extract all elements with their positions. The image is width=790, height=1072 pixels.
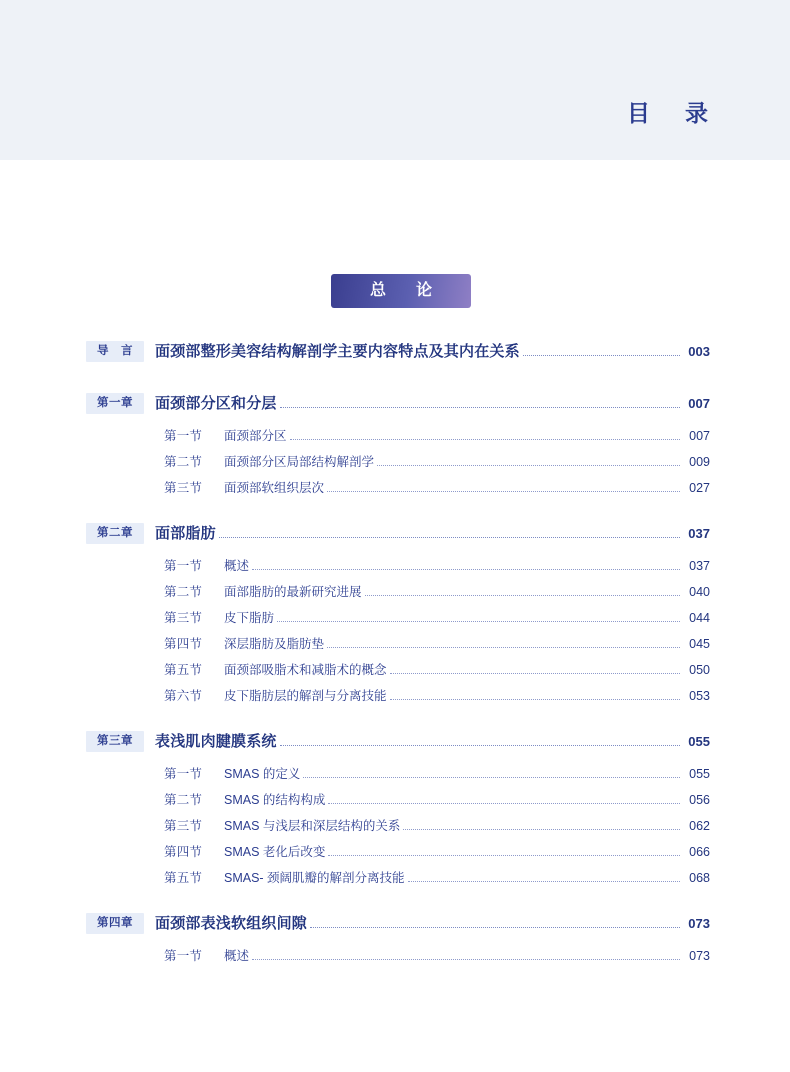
section-title: SMAS 的结构构成: [224, 793, 326, 807]
section-title: SMAS 与浅层和深层结构的关系: [224, 819, 401, 833]
section-page-number: 073: [689, 949, 710, 963]
toc-chapter-row[interactable]: [0, 392, 790, 426]
section-page-number: 037: [689, 559, 710, 573]
section-title: 面颈部分区局部结构解剖学: [224, 455, 375, 469]
section-title: SMAS 的定义: [224, 767, 301, 781]
chapter-title: 面部脂肪: [155, 525, 216, 542]
chapter-tag: 第一章: [86, 393, 144, 414]
section-page-number: 040: [689, 585, 710, 599]
chapter-title: 表浅肌肉腱膜系统: [155, 733, 277, 750]
chapter-title: 面颈部表浅软组织间隙: [155, 915, 308, 932]
toc-section-row[interactable]: [0, 608, 790, 634]
toc-section-row[interactable]: [0, 764, 790, 790]
header-band: [0, 0, 790, 160]
toc-section-row[interactable]: [0, 452, 790, 478]
leader-dots: [280, 406, 680, 408]
section-title: 面颈部吸脂术和减脂术的概念: [224, 663, 387, 677]
section-title: 概述: [224, 559, 250, 573]
chapter-tag: 第三章: [86, 731, 144, 752]
section-page-number: 044: [689, 611, 710, 625]
leader-dots: [290, 438, 680, 440]
section-title: 皮下脂肪: [224, 611, 275, 625]
toc-section-row[interactable]: [0, 426, 790, 452]
section-title: 概述: [224, 949, 250, 963]
section-label: 第二节: [164, 793, 203, 807]
toc-section-row[interactable]: [0, 582, 790, 608]
toc-group: [0, 514, 790, 712]
leader-dots: [310, 926, 680, 928]
section-title: 面颈部分区: [224, 429, 287, 443]
toc-chapter-row[interactable]: [0, 340, 790, 374]
leader-dots: [219, 536, 680, 538]
section-page-number: 055: [689, 767, 710, 781]
chapter-title: 面颈部整形美容结构解剖学主要内容特点及其内在关系: [155, 343, 520, 360]
section-label: 第三节: [164, 819, 203, 833]
section-label: 第二节: [164, 455, 203, 469]
section-label: 第四节: [164, 637, 203, 651]
section-page-number: 062: [689, 819, 710, 833]
spacer: [0, 904, 790, 912]
section-title: 面颈部软组织层次: [224, 481, 325, 495]
section-page-number: 053: [689, 689, 710, 703]
leader-dots: [328, 854, 680, 856]
section-page-number: 045: [689, 637, 710, 651]
leader-dots: [328, 802, 680, 804]
leader-dots: [303, 776, 680, 778]
chapter-page-number: 007: [688, 396, 710, 411]
chapter-page-number: 073: [688, 916, 710, 931]
toc-section-row[interactable]: [0, 478, 790, 504]
toc-section-row[interactable]: [0, 686, 790, 712]
section-banner: [331, 274, 471, 308]
section-title: 皮下脂肪层的解剖与分离技能: [224, 689, 387, 703]
leader-dots: [523, 354, 680, 356]
section-title: SMAS 老化后改变: [224, 845, 326, 859]
toc-section-row[interactable]: [0, 868, 790, 894]
leader-dots: [327, 646, 680, 648]
section-label: 第二节: [164, 585, 203, 599]
section-label: 第一节: [164, 559, 203, 573]
toc-group: [0, 904, 790, 972]
section-label: 第一节: [164, 949, 203, 963]
toc-group: [0, 340, 790, 374]
section-label: 第一节: [164, 767, 203, 781]
section-banner-label: 总 论: [369, 282, 439, 299]
section-title: 深层脂肪及脂肪垫: [224, 637, 325, 651]
section-label: 第三节: [164, 481, 203, 495]
chapter-page-number: 055: [688, 734, 710, 749]
leader-dots: [390, 698, 680, 700]
leader-dots: [390, 672, 680, 674]
toc-group: [0, 384, 790, 504]
chapter-tag: 第二章: [86, 523, 144, 544]
toc-section-row[interactable]: [0, 634, 790, 660]
section-label: 第五节: [164, 663, 203, 677]
toc-group: [0, 722, 790, 894]
chapter-title: 面颈部分区和分层: [155, 395, 277, 412]
chapter-tag: 第四章: [86, 913, 144, 934]
section-page-number: 009: [689, 455, 710, 469]
section-title: SMAS- 颈阔肌瓣的解剖分离技能: [224, 871, 405, 885]
section-label: 第五节: [164, 871, 203, 885]
toc-chapter-row[interactable]: [0, 522, 790, 556]
section-label: 第一节: [164, 429, 203, 443]
chapter-page-number: 037: [688, 526, 710, 541]
section-label: 第四节: [164, 845, 203, 859]
section-page-number: 056: [689, 793, 710, 807]
section-page-number: 027: [689, 481, 710, 495]
spacer: [0, 514, 790, 522]
chapter-page-number: 003: [688, 344, 710, 359]
toc-section-row[interactable]: [0, 660, 790, 686]
leader-dots: [365, 594, 680, 596]
leader-dots: [408, 880, 680, 882]
toc-section-row[interactable]: [0, 816, 790, 842]
spacer: [0, 384, 790, 392]
section-title: 面部脂肪的最新研究进展: [224, 585, 362, 599]
leader-dots: [277, 620, 680, 622]
section-label: 第三节: [164, 611, 203, 625]
table-of-contents: [0, 340, 790, 982]
leader-dots: [280, 744, 680, 746]
leader-dots: [327, 490, 680, 492]
toc-section-row[interactable]: [0, 790, 790, 816]
page-title: 目 录: [627, 100, 714, 126]
section-page-number: 068: [689, 871, 710, 885]
toc-section-row[interactable]: [0, 556, 790, 582]
leader-dots: [403, 828, 680, 830]
leader-dots: [252, 958, 680, 960]
chapter-tag: 导 言: [86, 341, 144, 362]
toc-section-row[interactable]: [0, 842, 790, 868]
leader-dots: [252, 568, 680, 570]
section-page-number: 066: [689, 845, 710, 859]
toc-chapter-row[interactable]: [0, 912, 790, 946]
section-page-number: 007: [689, 429, 710, 443]
section-page-number: 050: [689, 663, 710, 677]
section-label: 第六节: [164, 689, 203, 703]
toc-chapter-row[interactable]: [0, 730, 790, 764]
toc-section-row[interactable]: [0, 946, 790, 972]
leader-dots: [377, 464, 680, 466]
spacer: [0, 722, 790, 730]
